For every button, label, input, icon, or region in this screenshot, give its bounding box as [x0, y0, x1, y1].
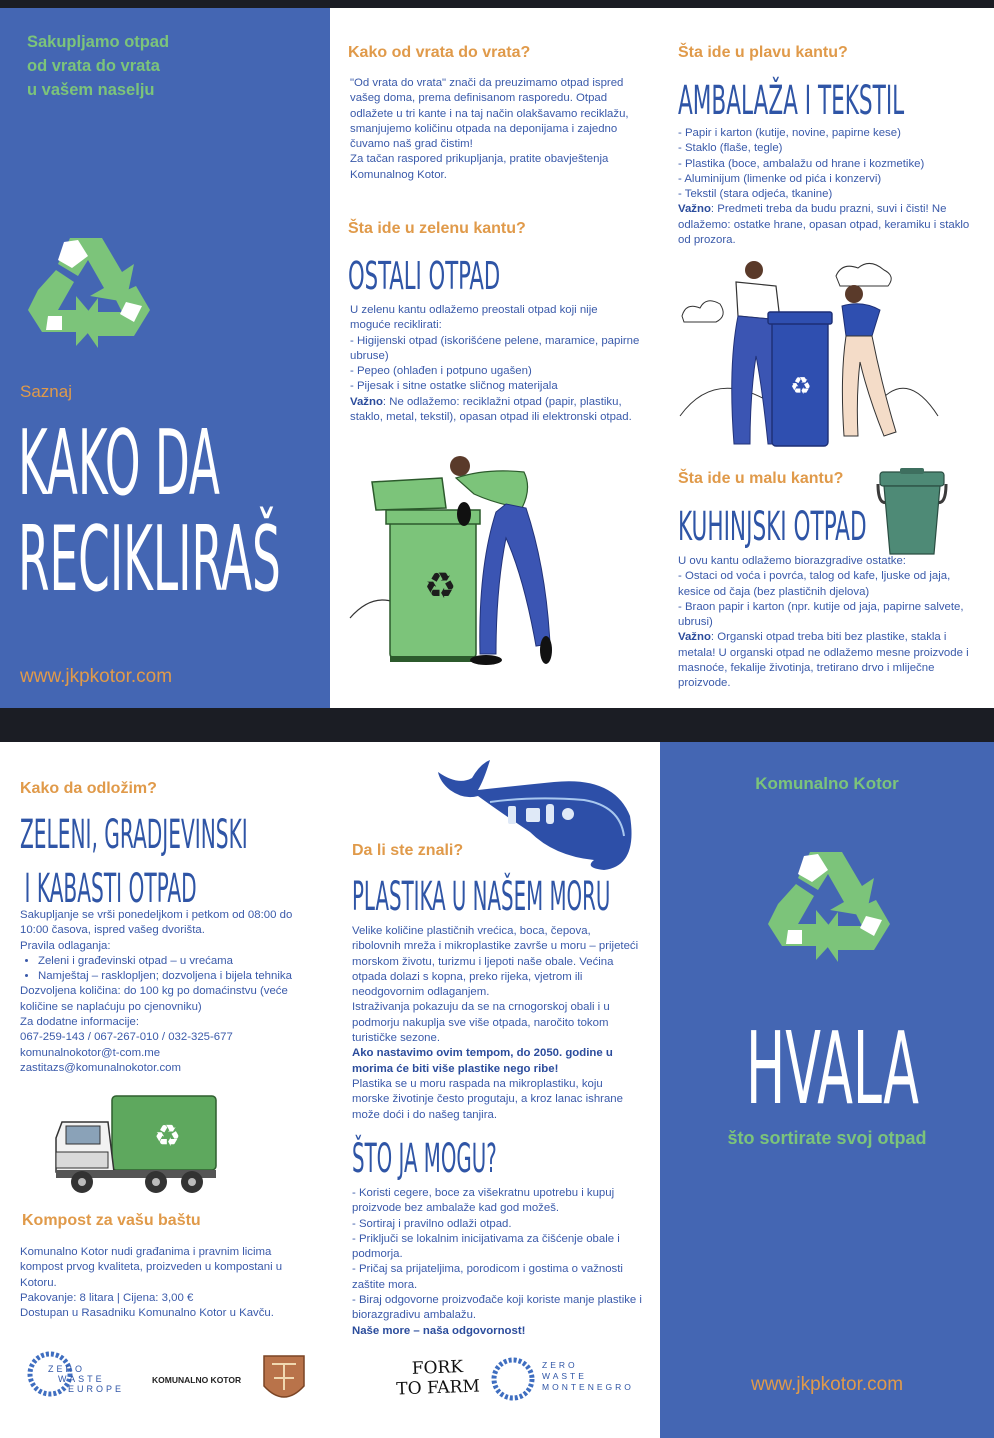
plastic-paragraph-1: Velike količine plastičnih vrećica, boca, čepova, ribolovnih mreža i mikroplastike završe u moru – prijeteći morskom životu, turizmu i ljepoti naše obale. Većina otpada dolazi s kopna, preko rijeka, vjetrom ili neodgovornim odlaganjem. [352, 925, 639, 999]
small-bin-icon [874, 466, 950, 558]
green-intro: U zelenu kantu odlažemo preostali otpad koji nije moguće reciklirati: [350, 304, 598, 332]
svg-text:♻: ♻ [790, 372, 812, 400]
saznaj-label: Saznaj [20, 382, 72, 401]
door-heading: Kako od vrata do vrata? [348, 44, 531, 61]
plastic-paragraph-2: Istraživanja pokazuju da se na crnogorskoj obali i u podmorju nakuplja sve više otpada, naročito tokom turističke sezone. [352, 1001, 610, 1045]
plastic-sea-title: PLASTIKA U NAŠEM MORU [352, 874, 611, 920]
important-label: Važno [350, 395, 383, 408]
cover-title [18, 411, 281, 612]
komunalno-kotor-logo-text: KOMUNALNO KOTOR [152, 1375, 242, 1385]
list-item: - Higijenski otpad (iskorišćene pelene, maramice, papirne ubruse) [350, 334, 640, 362]
panel-door-to-door [330, 8, 660, 708]
compost-location: Dostupan u Rasadniku Komunalno Kotor u Kavču. [20, 1307, 274, 1320]
compost-price: Pakovanje: 8 litara | Cijena: 3,00 € [20, 1291, 194, 1304]
green-bin-title: OSTALI OTPAD [348, 254, 501, 298]
panel-cover [0, 8, 330, 708]
rules-label: Pravila odlaganja: [20, 939, 111, 952]
recycle-icon [18, 230, 154, 362]
blue-bin-title: AMBALAŽA I TEKSTIL [678, 78, 905, 124]
garbage-truck-illustration [52, 1092, 220, 1196]
list-item: - Biraj odgovorne proizvođače koji koriste manje plastike i biorazgradivu ambalažu. [352, 1294, 642, 1322]
small-intro: U ovu kantu odlažemo biorazgradive ostatke: [678, 555, 906, 567]
thanks-subtitle: što sortirate svoj otpad [727, 1128, 927, 1148]
disposal-title [20, 808, 248, 916]
list-item: - Pričaj sa prijateljima, porodicom i gostima o važnosti zaštite mora. [352, 1263, 623, 1291]
zero-waste-montenegro-logo [542, 1360, 634, 1393]
disposal-title-line-1: ZELENI, GRADJEVINSKI [20, 812, 248, 858]
rules-list [20, 954, 320, 985]
list-item: - Pijesak i sitne ostatke sličnog materijala [350, 380, 558, 393]
important-label: Važno [678, 631, 711, 644]
facts-heading: Da li ste znali? [352, 842, 464, 859]
website-link[interactable]: www.jkpkotor.com [750, 1374, 904, 1395]
logo-line: MONTENEGRO [542, 1382, 634, 1392]
compost-heading: Kompost za vašu baštu [22, 1212, 201, 1229]
door-paragraph: "Od vrata do vrata" znači da preuzimamo otpad ispred vašeg doma, prema definisanom rasporedu. Otpad odlažete u tri kante i na taj način olakšavamo reciklažu, smanjujemo količinu otpada na deponijama i zajedno čuvamo naš grad čistim! [350, 77, 629, 151]
what-can-i-do-list [352, 1186, 644, 1339]
closing-slogan: Naše more – naša odgovornost! [352, 1324, 526, 1337]
panel-disposal [0, 742, 330, 1438]
small-bin-text [678, 554, 970, 692]
svg-text:♻: ♻ [154, 1119, 181, 1154]
small-bin-heading: Šta ide u malu kantu? [678, 470, 844, 487]
door-text [350, 76, 635, 183]
slogan-line-3: u vašem naselju [27, 81, 155, 99]
important-label: Važno [678, 203, 711, 216]
green-bin-illustration [346, 448, 576, 676]
logo-line: WASTE [542, 1371, 587, 1381]
panel-plastic-sea [330, 742, 660, 1438]
recycle-icon [758, 844, 894, 976]
blue-bin-heading: Šta ide u plavu kantu? [678, 44, 848, 61]
collection-time: Sakupljanje se vrši ponedeljkom i petkom od 08:00 do 10:00 časova, ispred vašeg dvorišta. [20, 909, 293, 937]
list-item: - Papir i karton (kutije, novine, papirne kese) [678, 127, 901, 139]
slogan-line-1: Sakupljamo otpad [27, 33, 170, 51]
list-item: - Ostaci od voća i povrća, talog od kafe, ljuske od jaja, kesice od čaja (bez plastičnih djelova) [678, 570, 951, 598]
thanks-title: HVALA [746, 1010, 919, 1127]
door-paragraph-2: Za tačan raspored prikupljanja, pratite obavještenja Komunalnog Kotor. [350, 153, 609, 181]
zero-waste-montenegro-logo-icon [490, 1356, 536, 1402]
important-text: : Organski otpad treba biti bez plastike, stakla i metala! U organski otpad ne odlažemo mesne proizvode i masnoće, fekalije životinja, tretirano drvo i mliječne proizvode. [678, 631, 969, 690]
what-can-i-do-title: ŠTO JA MOGU? [352, 1136, 497, 1182]
disposal-text [20, 908, 320, 1076]
compost-description: Komunalno Kotor nudi građanima i pravnim licima kompost prvog kvaliteta, proizveden u kompostani u Kotoru. [20, 1246, 283, 1289]
important-text: : Predmeti treba da budu prazni, suvi i čisti! Ne odlažemo: ostatke hrane, opasan otpad, keramiku i staklo od prozora. [678, 203, 970, 247]
list-item: - Pepeo (ohlađen i potpuno ugašen) [350, 365, 532, 378]
org-name: Komunalno Kotor [755, 774, 899, 793]
compost-text [20, 1245, 310, 1321]
logo-line: FORK [411, 1357, 464, 1379]
list-item: - Braon papir i karton (npr. kutije od jaja, papirne salvete, ubrusi) [678, 600, 964, 629]
logo-line: EUROPE [68, 1384, 125, 1394]
cover-title-line-1: KAKO DA [18, 411, 220, 516]
list-item: • Zeleni i građevinski otpad – u vrećama [38, 954, 320, 969]
logo-line: ZERO [48, 1364, 86, 1374]
disposal-heading: Kako da odložim? [20, 780, 157, 797]
logo-line: WASTE [58, 1374, 105, 1384]
disposal-title-line-2: I KABASTI OTPAD [24, 866, 197, 912]
green-bin-heading: Šta ide u zelenu kantu? [348, 220, 526, 237]
list-item: - Priključi se lokalnim inicijativama za čišćenje obale i podmorja. [352, 1232, 620, 1261]
svg-text:♻: ♻ [424, 566, 457, 607]
info-label: Za dodatne informacije: [20, 1016, 140, 1029]
cover-title-line-2: RECIKLIRAŠ [18, 507, 281, 612]
important-text: : Ne odlažemo: reciklažni otpad (papir, plastiku, staklo, metal, tekstil), opasan otpad ili elektronski otpad. [350, 395, 632, 424]
whale-illustration [434, 756, 638, 874]
green-bin-text [350, 303, 640, 425]
list-item: - Plastika (boce, ambalažu od hrane i kozmetike) [678, 157, 925, 170]
list-item: - Aluminijum (limenke od pića i konzervi) [678, 172, 882, 185]
email-link[interactable]: komunalnokotor@t-com.me [20, 1046, 161, 1059]
phone-numbers[interactable]: 067-259-143 / 067-267-010 / 032-325-677 [20, 1031, 233, 1044]
list-item: - Sortiraj i pravilno odlaži otpad. [352, 1217, 512, 1230]
website-link[interactable]: www.jkpkotor.com [20, 666, 173, 687]
panel-blue-bin [660, 8, 994, 708]
email-link[interactable]: zastitazs@komunalnokotor.com [20, 1061, 181, 1074]
logo-line: ZERO [542, 1360, 578, 1370]
list-item: - Staklo (flaše, tegle) [678, 142, 783, 155]
fork-to-farm-logo [395, 1357, 480, 1400]
blue-bin-illustration [676, 256, 946, 452]
allowed-amount: Dozvoljena količina: do 100 kg po domaćinstvu (veće količine se naplaćuju po cjenovniku) [20, 985, 288, 1013]
list-item: - Koristi cegere, boce za višekratnu upotrebu i kupuj proizvode bez ambalaže kad god možeš. [352, 1187, 615, 1215]
plastic-warning: Ako nastavimo ovim tempom, do 2050. godine u morima će biti više plastike nego ribe! [352, 1047, 613, 1075]
blue-bin-text [678, 126, 970, 248]
small-bin-title: KUHINJSKI OTPAD [678, 504, 867, 550]
kotor-coat-of-arms-icon [262, 1354, 306, 1406]
list-item: - Tekstil (stara odjeća, tkanine) [678, 188, 833, 201]
logo-line: TO FARM [396, 1376, 481, 1400]
slogan-line-2: od vrata do vrata [27, 57, 160, 75]
plastic-paragraph-3: Plastika se u moru raspada na mikroplastiku, koju morske životinje često progutaju, a kroz lanac ishrane može doći i do našeg tanjira. [352, 1077, 623, 1121]
list-item: • Namještaj – rasklopljen; dozvoljena i bijela tehnika [38, 969, 320, 984]
zero-waste-europe-logo [48, 1364, 124, 1394]
panel-thanks [660, 742, 994, 1438]
plastic-sea-text [352, 924, 640, 1123]
slogan [27, 30, 169, 102]
